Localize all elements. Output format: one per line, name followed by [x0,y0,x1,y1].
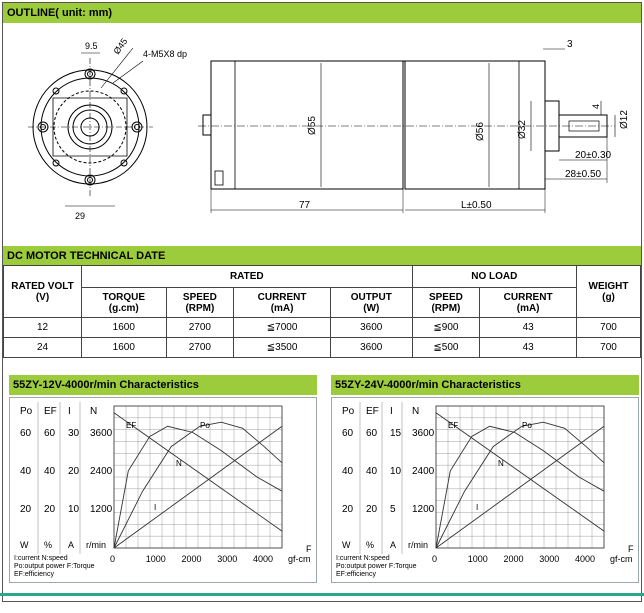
dim-77: 77 [299,200,311,211]
chart-column-label: EF [44,406,57,417]
header-speed: SPEED (RPM) [166,288,234,318]
chart-column-label: N [90,406,98,417]
chart-unit-label: r/min [408,540,428,550]
chart-column-label: I [390,406,393,417]
rear-boss [203,115,211,135]
chart-unit-label: A [390,540,397,550]
series-i-label: I [154,503,157,512]
header-no-load: NO LOAD [412,266,576,288]
dim-4: 4 [591,103,601,109]
dim-9-5: 9.5 [85,41,98,51]
dim-55: Ø55 [307,116,318,135]
chart-unit-label: % [366,540,375,550]
chart-12v [9,397,317,583]
chart-tick-label: 5 [390,504,396,515]
chart-unit-label: % [44,540,53,550]
chart-tick-label: 20 [342,504,354,515]
series-n-label: N [176,459,182,468]
x-axis-end-label: F [306,544,312,554]
legend-line: I:current N:speed [14,555,68,562]
header-output: OUTPUT (W) [330,288,412,318]
x-tick-label: 1000 [145,554,166,564]
legend-line: EF:efficiency [14,571,54,578]
chart-unit-label: W [342,540,351,550]
dim-29: 29 [75,211,86,221]
chart-tick-label: 3600 [90,428,113,439]
x-tick-label: 2000 [181,554,202,564]
chart-tick-label: 60 [366,428,378,439]
chart-tick-label: 40 [366,466,378,477]
chart-tick-label: 60 [20,428,32,439]
x-tick-label: 3000 [539,554,560,564]
chart-tick-label: 30 [68,428,80,439]
x-tick-label: 0 [110,554,116,564]
chart-column-label: Po [342,406,355,417]
chart-tick-label: 40 [44,466,56,477]
header-nl-current: CURRENT (mA) [480,288,577,318]
header-rated: RATED [82,266,413,288]
chart-tick-label: 15 [390,428,402,439]
chart-24v-title: 55ZY-24V-4000r/min Characteristics [331,375,639,395]
x-tick-label: 2000 [503,554,524,564]
series-n-label: N [498,459,504,468]
header-nl-speed: SPEED (RPM) [412,288,480,318]
x-tick-label: 0 [432,554,438,564]
dim-32: Ø32 [517,120,528,139]
chart-tick-label: 3600 [412,428,435,439]
technical-data-table [3,265,641,358]
front-view [28,48,153,206]
chart-column-label: I [68,406,71,417]
chart-tick-label: 1200 [90,504,113,515]
chart-unit-label: A [68,540,75,550]
series-ef-label: EF [126,421,137,430]
dim-12: Ø12 [619,110,630,129]
series-i-label: I [476,503,479,512]
x-tick-label: 4000 [252,554,274,564]
header-rated-volt: RATED VOLT (V) [4,266,82,318]
header-current: CURRENT (mA) [234,288,331,318]
chart-column-label: EF [366,406,379,417]
legend-line: EF:efficiency [336,571,376,578]
bottom-rule [0,593,644,596]
chart-tick-label: 20 [20,504,32,515]
chart-tick-label: 40 [20,466,32,477]
x-tick-label: 1000 [467,554,488,564]
dim-m5: 4-M5X8 dp [143,49,188,59]
x-tick-label: 4000 [574,554,596,564]
header-torque: TORQUE (g.cm) [82,288,167,318]
chart-column-label: Po [20,406,33,417]
legend-line: Po:output power F:Torque [336,563,417,570]
datasheet [2,2,642,602]
side-view [198,49,615,213]
chart-tick-label: 10 [390,466,402,477]
dim-56: Ø56 [475,122,486,141]
x-axis-end-label: F [628,544,634,554]
chart-tick-label: 2400 [412,466,435,477]
outline-section-title: OUTLINE( unit: mm) [3,3,641,23]
dim-L: L±0.50 [461,200,492,211]
chart-unit-label: W [20,540,29,550]
spec-section-title: DC MOTOR TECHNICAL DATE [3,246,641,266]
chart-tick-label: 20 [366,504,378,515]
dim-28: 28±0.50 [565,169,602,180]
x-axis-label: gf-cm [610,554,633,564]
dim-20: 20±0.30 [575,150,612,161]
dim-45: Ø45 [111,36,130,57]
outline-drawing [3,23,641,246]
chart-24v [331,397,639,583]
chart-12v-title: 55ZY-12V-4000r/min Characteristics [9,375,317,395]
legend-line: Po:output power F:Torque [14,563,95,570]
legend-line: I:current N:speed [336,555,390,562]
chart-tick-label: 20 [68,466,80,477]
chart-tick-label: 40 [342,466,354,477]
chart-tick-label: 60 [342,428,354,439]
table-row: 12 1600 2700 ≦7000 3600 ≦900 43 700 [4,318,641,338]
x-tick-label: 3000 [217,554,238,564]
chart-tick-label: 20 [44,504,56,515]
chart-tick-label: 10 [68,504,80,515]
chart-tick-label: 60 [44,428,56,439]
table-row: 24 1600 2700 ≦3500 3600 ≦500 43 700 [4,338,641,358]
series-po-label: Po [200,421,210,430]
chart-12v-svg [10,398,316,582]
series-po-label: Po [522,421,532,430]
chart-tick-label: 2400 [90,466,113,477]
x-axis-label: gf-cm [288,554,311,564]
chart-tick-label: 1200 [412,504,435,515]
chart-unit-label: r/min [86,540,106,550]
header-weight: WEIGHT (g) [577,266,641,318]
chart-column-label: N [412,406,420,417]
series-ef-label: EF [448,421,459,430]
chart-24v-svg [332,398,638,582]
dim-3: 3 [567,39,573,50]
